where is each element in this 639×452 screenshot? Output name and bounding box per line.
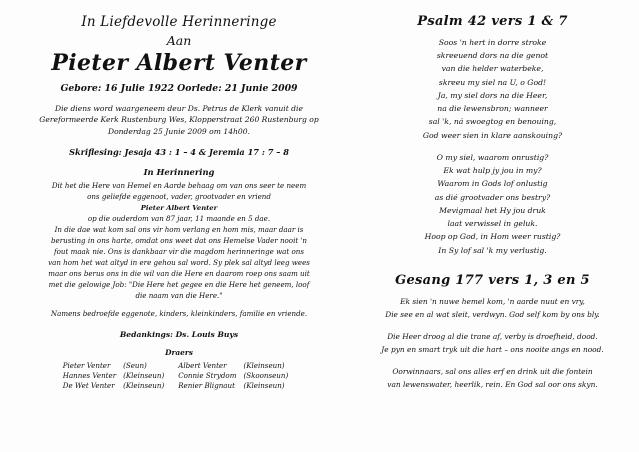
memory-line: In die dae wat kom sal ons vir hom verlang en hom mis, maar daar is [54,224,304,234]
memory-section-title: In Herinnering [143,167,215,178]
memory-line: van hom het wat altyd in ere gehou sal word. Sy plek sal altyd leeg wees [48,257,310,267]
psalm-title: Psalm 42 vers 1 & 7 [417,14,568,29]
hymn-stanza-1 [364,296,621,322]
hymn-stanza-2 [364,331,621,357]
memory-line: op die ouderdom van 87 jaar, 11 maande en 5 dae. [87,213,271,223]
service-details [26,103,332,137]
deceased-name: Pieter Albert Venter [51,50,307,76]
bearer-relation: (Skoonseun) [243,370,289,380]
table-row [63,370,295,380]
verse-line: Die Heer droog al die trane af, verby is droefheid, dood. [387,331,598,341]
bearer-relation: (Kleinseun) [243,380,285,390]
bearer-relation: (Kleinseun) [243,360,285,370]
verse-line: sal 'k, ná swoegtog en benouing, [428,117,557,127]
bearer-relation: (Kleinseun) [123,380,165,390]
bearers-table [63,360,295,390]
bearer-relation: (Kleinseun) [123,370,165,380]
memory-line: die naam van die Here." [135,290,223,300]
verse-line: Ek wat hulp jy jou in my? [443,166,542,176]
right-panel [352,0,639,452]
hymn-stanza-3 [364,366,621,392]
namens-text [24,309,334,320]
bearer-name: Hannes Venter [62,370,117,380]
verse-line: van lewenswater, heerlik, rein. En God sal oor ons skyn. [387,379,598,389]
verse-line: Hoop op God, in Hom weer rustig? [424,232,561,242]
verse-line: O my siel, waarom onrustig? [436,152,549,162]
memory-line: maar ons berus ons in die wil van die Here en daarom roep ons saam uit [48,268,310,278]
memory-line: ons geliefde eggenoot, vader, grootvader en vriend [87,192,271,202]
memory-text [24,181,334,301]
verse-line: Waarom in Gods lof onlustig [437,179,548,189]
memory-line: fout maak nie. Ons is dankbaar vir die magdom herinneringe wat ons [54,246,304,256]
bearer-name: Connie Strydom [178,370,237,380]
scripture-reading: Skriflesing: Jesaja 43 : 1 – 4 & Jeremia 17 : 7 – 8 [69,147,289,158]
memory-line: berusting in ons harte, omdat ons weet dat ons Hemelse Vader nooit 'n [51,235,307,245]
bearer-name: Renier Blignaut [178,380,235,390]
bearer-name: De Wet Venter [62,380,115,390]
memory-inline-name: Pieter Albert Venter [140,204,218,213]
heading-aan: Aan [166,33,192,48]
verse-line: In Sy lof sal 'k my verlustig. [438,245,547,255]
verse-line: van die helder waterbeke, [441,64,544,74]
bearer-name: Pieter Venter [62,360,111,370]
service-line: Die diens word waargeneem deur Ds. Petrus de Klerk vanuit die [55,104,303,113]
verse-line: Ja, my siel dors na die Heer, [437,90,548,100]
birth-death-dates: Gebore: 16 Julie 1922 Oorlede: 21 Junie 2009 [60,83,298,94]
verse-line: Oorwinnaars, sal ons alles erf en drink uit die fontein [392,366,593,376]
table-row [63,360,295,370]
verse-line: laat verwissel in geluk. [447,219,538,229]
bearers-title: Draers [165,348,193,358]
bearer-relation: (Seun) [123,360,147,370]
thanks-line: Bedankings: Ds. Louis Buys [119,330,239,340]
verse-line: na die lewensbron; wanneer [437,104,548,114]
verse-line: Mevigmaal het Hy jou druk [439,205,546,215]
memory-line: met die gelowige Job: "Die Here het gegee en die Here het geneem, loof [48,279,310,289]
verse-line: skreeuend dors na die genot [436,51,549,61]
bearer-name: Albert Venter [178,360,227,370]
namens-line: Namens bedroefde eggenote, kinders, kleinkinders, familie en vriende. [50,308,308,318]
verse-line: Die see en al wat sleit, verdwyn. God self kom by ons bly. [385,309,600,319]
psalm-stanza-1 [364,36,621,142]
verse-line: as dié grootvader ons bestry? [434,192,551,202]
verse-line: Soos 'n hert in dorre stroke [438,38,547,47]
hymn-title: Gesang 177 vers 1, 3 en 5 [395,272,590,288]
table-row [63,380,295,390]
verse-line: Je pyn en smart tryk uit die hart – ons nooite angs en nood. [381,344,604,354]
verse-line: God weer sien in klare aanskouing? [422,130,563,140]
service-line: Gereformeerde Kerk Rustenburg Wes, Klopperstraat 260 Rustenburg op [39,115,319,125]
memory-line: Dit het die Here van Hemel en Aarde behaag om van ons seer te neem [51,181,307,191]
verse-line: Ek sien 'n nuwe hemel kom, 'n aarde nuut en vry, [400,296,585,306]
psalm-stanza-2 [364,151,621,257]
heading-in-loving-memory: In Liefdevolle Herinneringe [81,14,277,30]
verse-line: skreeu my siel na U, o God! [438,77,547,87]
service-line: Donderdag 25 Junie 2009 om 14h00. [108,126,250,136]
